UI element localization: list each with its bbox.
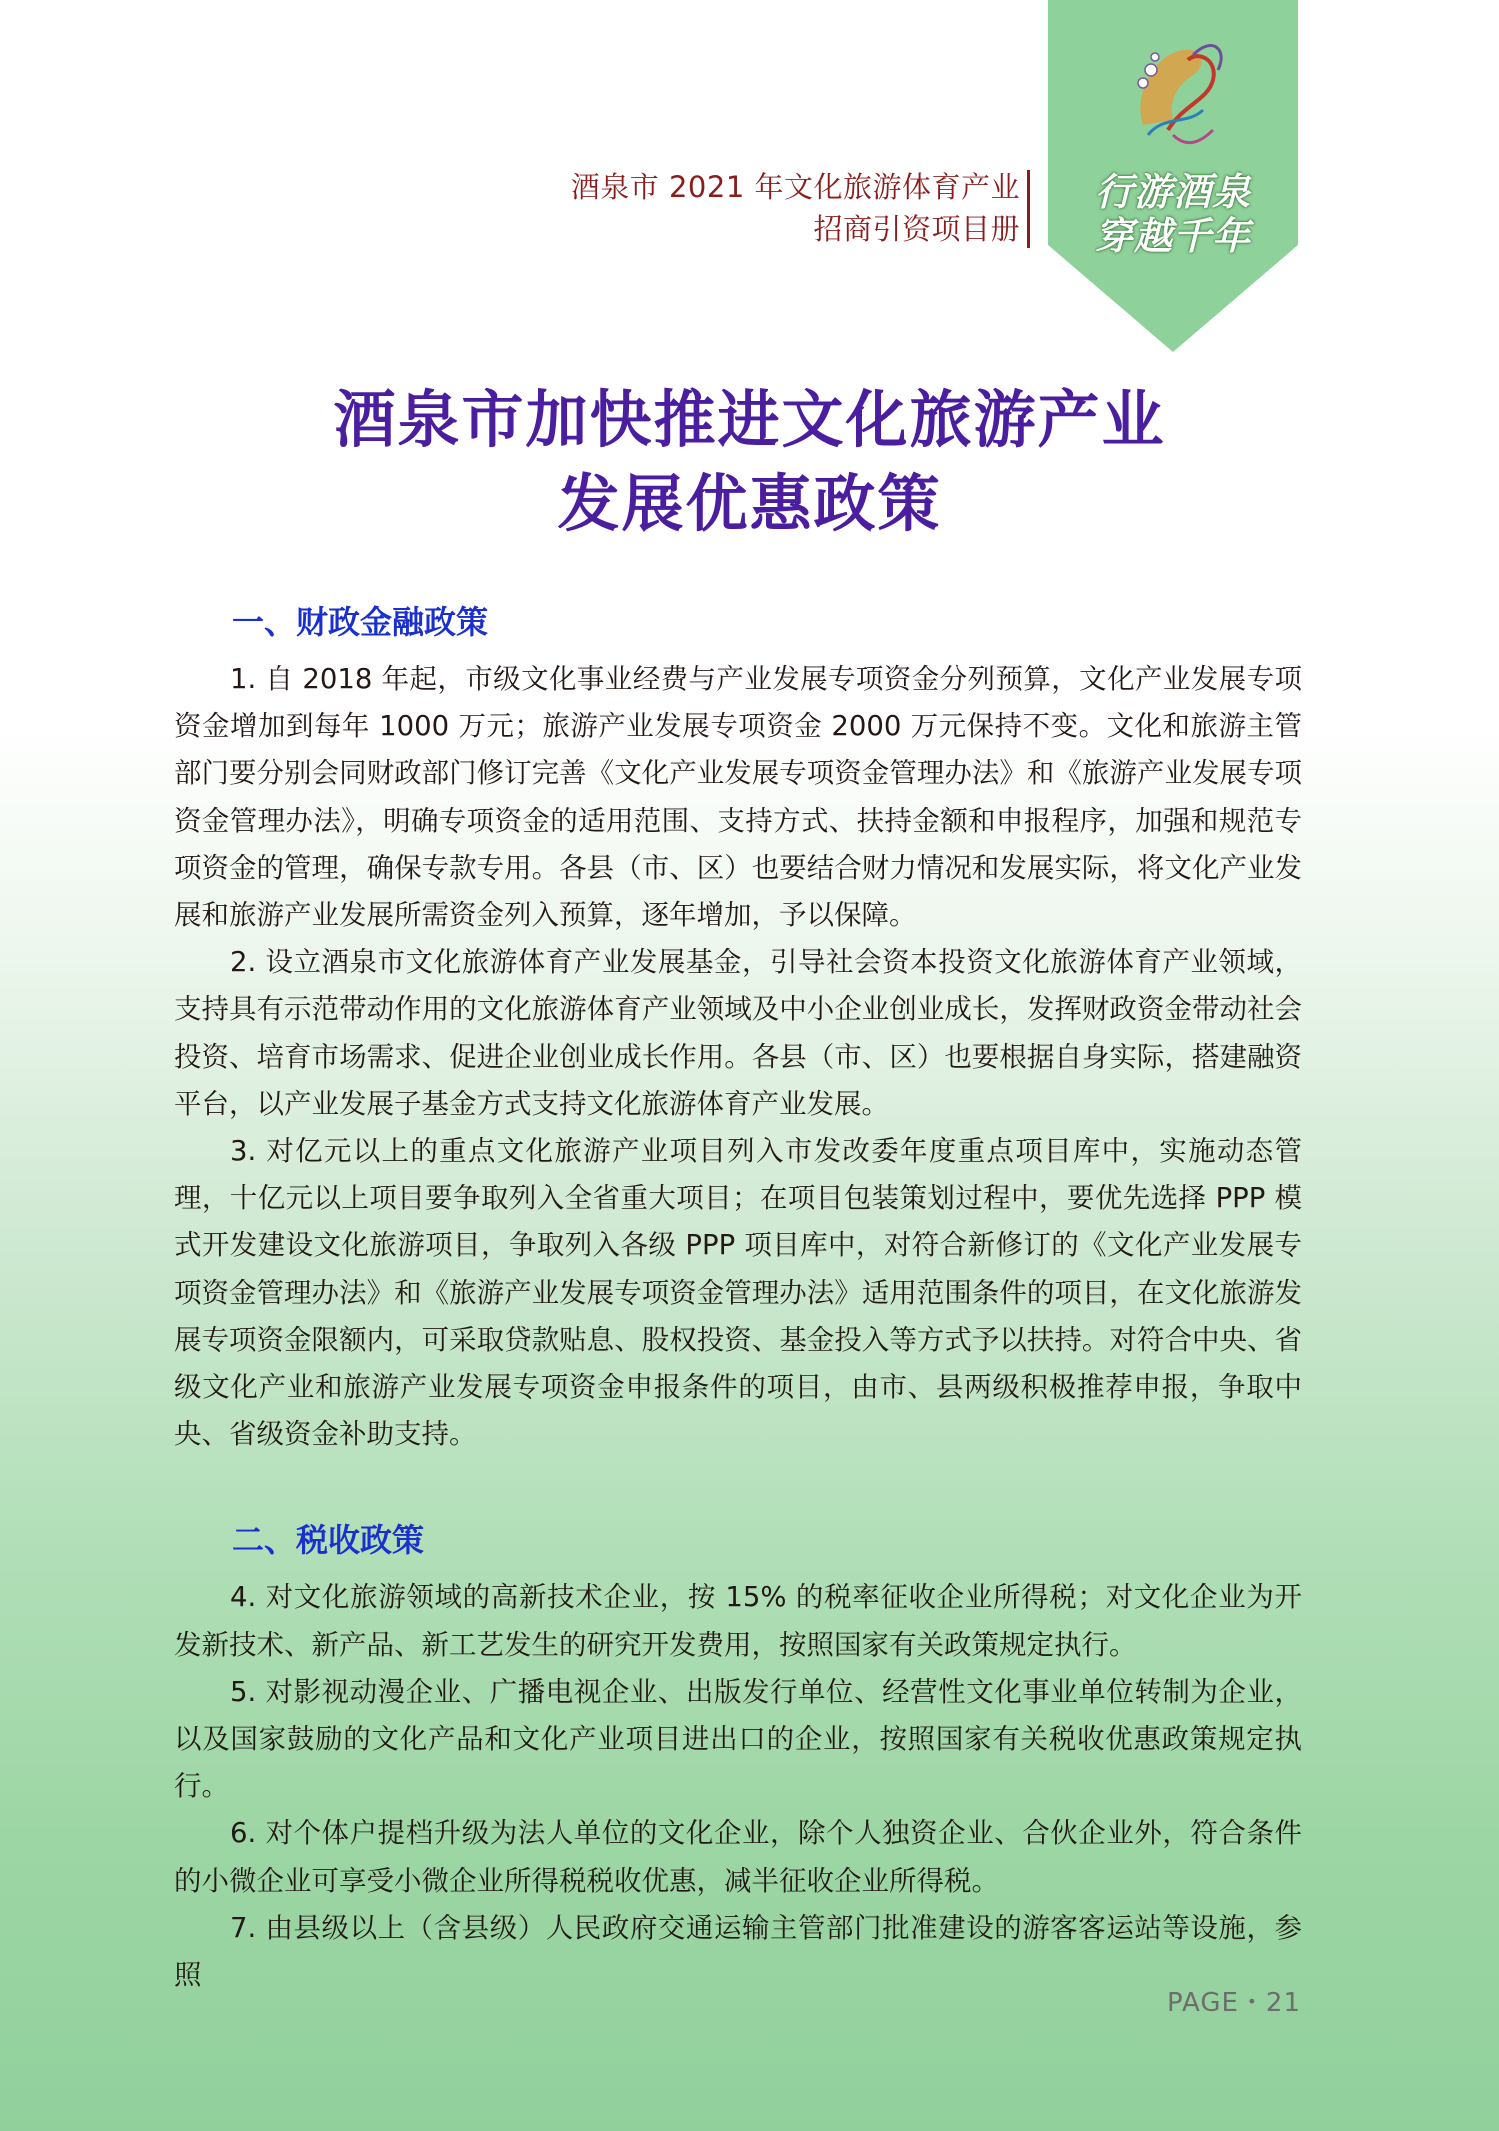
header-line-2: 招商引资项目册	[813, 212, 1020, 246]
badge-slogan	[1048, 170, 1298, 258]
section-heading: 二、税收政策	[232, 1521, 425, 1560]
brand-badge	[1048, 0, 1298, 352]
section-tax	[174, 1518, 1302, 1999]
section-gap	[174, 1458, 1302, 1518]
policy-paragraph: 5. 对影视动漫企业、广播电视企业、出版发行单位、经营性文化事业单位转制为企业，以及国家鼓励的文化产品和文化产业项目进出口的企业，按照国家有关税收优惠政策规定执行。	[174, 1675, 1302, 1803]
page-title	[0, 378, 1499, 546]
page-title-line-2: 发展优惠政策	[557, 467, 942, 540]
publication-header	[571, 166, 1020, 250]
page-title-line-1: 酒泉市加快推进文化旅游产业	[333, 383, 1166, 456]
policy-paragraph: 1. 自 2018 年起，市级文化事业经费与产业发展专项资金分列预算，文化产业发展专项资金增加到每年 1000 万元；旅游产业发展专项资金 2000 万元保持不变。文化和旅游主管部门要分别会同财政部门修订完善《文化产业发展专项资金管理办法》和《旅游产业发展专项资金管理办法》，明确专项资金的适用范围、支持方式、扶持金额和申报程序，加强和规范专项资金的管理，确保专款专用。各县（市、区）也要结合财力情况和发展实际，将文化产业发展和旅游产业发展所需资金列入预算，逐年增加，予以保障。	[174, 663, 1302, 932]
section-heading: 一、财政金融政策	[232, 603, 489, 641]
policy-paragraph: 2. 设立酒泉市文化旅游体育产业发展基金，引导社会资本投资文化旅游体育产业领域，支持具有示范带动作用的文化旅游体育产业领域及中小企业创业成长，发挥财政资金带动社会投资、培育市场需求、促进企业创业成长作用。各县（市、区）也要根据自身实际，搭建融资平台，以产业发展子基金方式支持文化旅游体育产业发展。	[174, 946, 1302, 1120]
header-line-1: 酒泉市 2021 年文化旅游体育产业	[570, 170, 1020, 204]
policy-content	[174, 600, 1302, 1999]
badge-slogan-line-1: 行游酒泉	[1094, 169, 1251, 214]
header-divider	[1027, 170, 1030, 248]
policy-paragraph: 3. 对亿元以上的重点文化旅游产业项目列入市发改委年度重点项目库中，实施动态管理，十亿元以上项目要争取列入全省重大项目；在项目包装策划过程中，要优先选择 PPP 模式开发建设文化旅游项目，争取列入各级 PPP 项目库中，对符合新修订的《文化产业发展专项资金管理办法》和《旅游产业发展专项资金管理办法》适用范围条件的项目，在文化旅游发展专项资金限额内，可采取贷款贴息、股权投资、基金投入等方式予以扶持。对符合中央、省级文化产业和旅游产业发展专项资金申报条件的项目，由市、县两级积极推荐申报，争取中央、省级资金补助支持。	[174, 1135, 1302, 1451]
policy-paragraph: 4. 对文化旅游领域的高新技术企业，按 15% 的税率征收企业所得税；对文化企业为开发新技术、新产品、新工艺发生的研究开发费用，按照国家有关政策规定执行。	[174, 1581, 1302, 1661]
policy-paragraph: 6. 对个体户提档升级为法人单位的文化企业，除个人独资企业、合伙企业外，符合条件的小微企业可享受小微企业所得税税收优惠，减半征收企业所得税。	[174, 1817, 1302, 1897]
section-finance	[174, 600, 1302, 1458]
policy-paragraph: 7. 由县级以上（含县级）人民政府交通运输主管部门批准建设的游客客运站等设施，参照	[174, 1911, 1302, 1992]
badge-slogan-line-2: 穿越千年	[1094, 213, 1251, 258]
page-number: PAGE・21	[1166, 1988, 1301, 2018]
